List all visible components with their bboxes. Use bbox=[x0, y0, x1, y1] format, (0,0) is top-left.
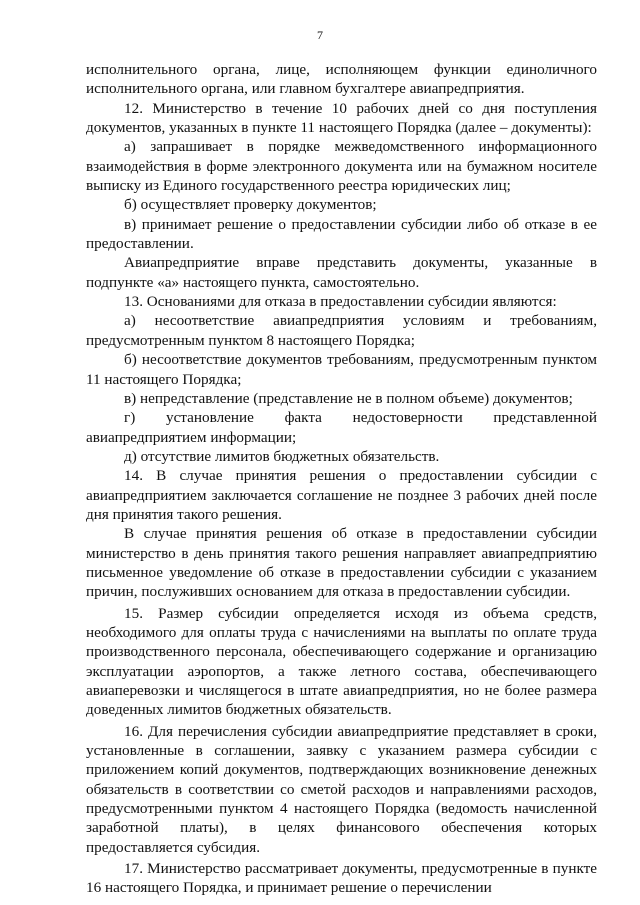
paragraph-refusal-v: в) непредставление (представление не в полном объеме) документов; bbox=[124, 389, 573, 407]
paragraph-refusal-notice: В случае принятия решения об отказе в предоставлении субсидии министерство в день принятия такого решения направляет авиапредприятию письменное уведомление об отказе в предоставлении субсидии с указанием причин, послуживших основанием для отказа в предоставлении субсидии. bbox=[86, 525, 597, 601]
paragraph-subitem-a: а) запрашивает в порядке межведомственного информационного взаимодействия в форме электронного документа или на бумажном носителе выписку из Единого государственного реестра юридических лиц; bbox=[86, 138, 597, 195]
paragraph-refusal-d: д) отсутствие лимитов бюджетных обязательств. bbox=[124, 447, 440, 465]
paragraph-refusal-a: а) несоответствие авиапредприятия условиям и требованиям, предусмотренным пунктом 8 настоящего Порядка; bbox=[86, 312, 597, 349]
paragraph-item-15: 15. Размер субсидии определяется исходя из объема средств, необходимого для оплаты труда с начислениями на выплаты по оплате труда производственного персонала, обеспечивающего содержание и организацию эксплуатации аэропортов, а также летного состава, обеспечивающего авиаперевозки и числящегося в штате авиапредприятия, но не более размера доведенных лимитов бюджетных обязательств. bbox=[86, 604, 597, 719]
paragraph-self-submission: Авиапредприятие вправе представить документы, указанные в подпункте «а» настоящего пункта, самостоятельно. bbox=[86, 254, 597, 291]
paragraph-refusal-b: б) несоответствие документов требованиям, предусмотренным пунктом 11 настоящего Порядка; bbox=[86, 351, 597, 388]
paragraph-item-13: 13. Основаниями для отказа в предоставлении субсидии являются: bbox=[124, 293, 557, 311]
paragraph-item-14: 14. В случае принятия решения о предоставлении субсидии с авиапредприятием заключается соглашение не позднее 3 рабочих дней после дня принятия такого решения. bbox=[86, 467, 597, 523]
paragraph-continuation: исполнительного органа, лице, исполняющем функции единоличного исполнительного органа, или главном бухгалтере авиапредприятия. bbox=[86, 61, 597, 98]
paragraph-subitem-v: в) принимает решение о предоставлении субсидии либо об отказе в ее предоставлении. bbox=[86, 215, 597, 253]
paragraph-refusal-g: г) установление факта недостоверности представленной авиапредприятием информации; bbox=[86, 409, 597, 446]
paragraph-item-16: 16. Для перечисления субсидии авиапредприятие представляет в сроки, установленные в соглашении, заявку с указанием размера субсидии с приложением копий документов, подтверждающих возникновение денежных обязательств в соответствии со сметой расходов и направлениями расходов, предусмотренными пунктом 4 настоящего Порядка (ведомость начисленной заработной платы), в целях финансового обеспечения которых предоставляется субсидия. bbox=[86, 722, 597, 856]
page-number: 7 bbox=[317, 28, 323, 42]
document-body bbox=[86, 60, 597, 898]
paragraph-subitem-b: б) осуществляет проверку документов; bbox=[124, 196, 377, 214]
paragraph-item-12: 12. Министерство в течение 10 рабочих дней со дня поступления документов, указанных в пункте 11 настоящего Порядка (далее – документы): bbox=[86, 99, 597, 137]
paragraph-item-17: 17. Министерство рассматривает документы, предусмотренные в пункте 16 настоящего Порядка, и принимает решение о перечислении bbox=[86, 860, 597, 897]
